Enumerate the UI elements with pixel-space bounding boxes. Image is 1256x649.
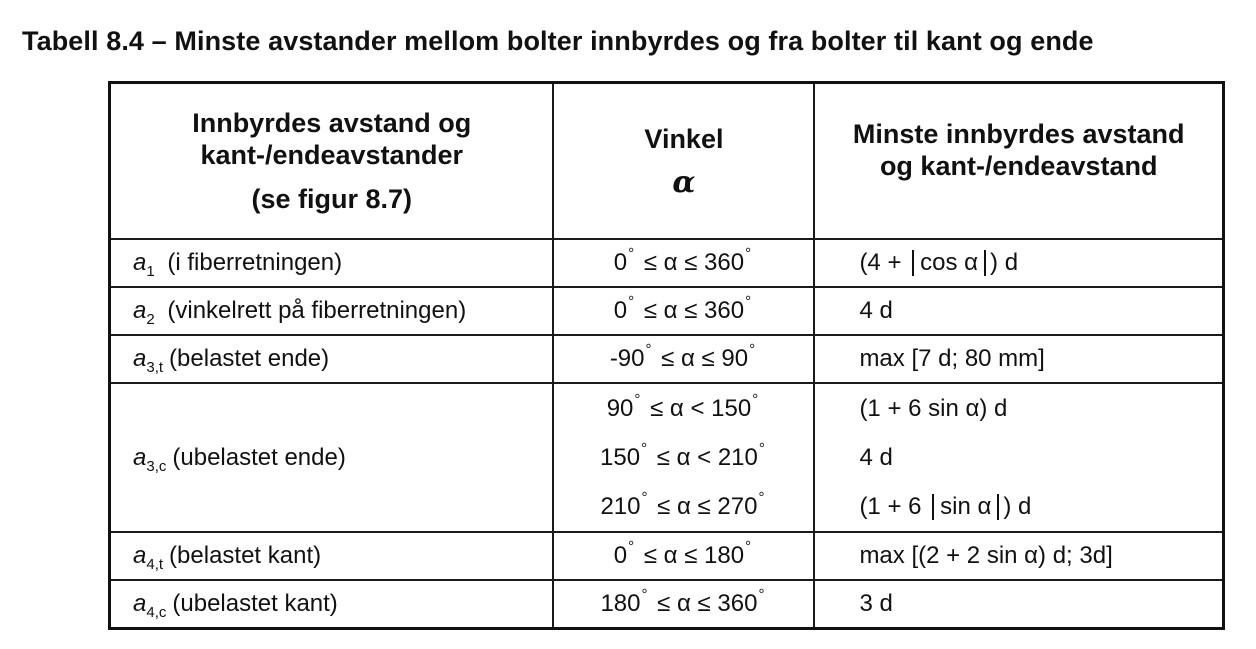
angle-range	[613, 293, 754, 324]
angle-upper: 360	[717, 590, 758, 617]
angle-relation: ≤ α <	[650, 444, 718, 471]
min-distance-cell	[814, 580, 1223, 629]
degree-mark: °	[758, 586, 765, 603]
distance-type-cell	[110, 580, 554, 629]
degree-mark: °	[645, 341, 652, 358]
distance-subscript: 3,t	[146, 359, 164, 376]
degree-mark: °	[749, 341, 756, 358]
angle-relation: ≤ α ≤	[637, 249, 705, 276]
angle-range	[613, 245, 754, 276]
distance-subscript: 4,t	[146, 556, 164, 573]
distance-text: 4 d	[859, 444, 893, 471]
header-col3-line2: og kant-/endeavstand	[879, 151, 1158, 181]
min-distance-cell	[814, 335, 1223, 383]
angle-range	[554, 482, 813, 531]
distance-description: (vinkelrett på fiberretningen)	[160, 297, 467, 324]
min-distance-cell	[814, 287, 1223, 335]
distance-type-cell	[110, 239, 554, 287]
distance-text: (1 + 6	[859, 493, 929, 520]
min-distance-value	[859, 297, 892, 324]
distance-description: (ubelastet kant)	[172, 590, 338, 617]
header-col2-line1: Vinkel	[644, 124, 724, 154]
angle-relation: ≤ α ≤	[650, 590, 718, 617]
angle-cell	[553, 383, 814, 532]
angle-relation: ≤ α ≤	[637, 297, 705, 324]
angle-lower: 180	[600, 590, 641, 617]
distance-text: (1 + 6 sin α) d	[859, 395, 1008, 422]
min-distance-value	[859, 590, 892, 617]
distance-subscript: 3,c	[146, 457, 167, 475]
degree-mark: °	[745, 293, 752, 310]
min-distance-cell	[814, 532, 1223, 580]
distance-text: ) d	[990, 249, 1019, 276]
table-row	[110, 383, 1224, 532]
degree-mark: °	[758, 489, 765, 506]
angle-lower: 210	[600, 493, 641, 520]
degree-mark: °	[745, 245, 752, 262]
distance-text: 3 d	[859, 590, 893, 617]
min-distance-cell	[814, 383, 1223, 532]
distance-text: 4 d	[859, 297, 893, 324]
angle-relation: ≤ α ≤	[650, 493, 718, 520]
distance-description: (ubelastet ende)	[172, 443, 346, 471]
distance-text: (4 +	[859, 249, 909, 276]
distance-symbol: a	[133, 590, 147, 617]
table-caption: Tabell 8.4 – Minste avstander mellom bolter innbyrdes og fra bolter til kant og ende	[22, 26, 1094, 56]
header-distance-type	[110, 83, 554, 240]
angle-lower: 0	[613, 249, 628, 276]
distance-description: (belastet kant)	[169, 542, 322, 569]
angle-upper: 360	[704, 249, 745, 276]
degree-mark: °	[641, 440, 648, 457]
header-min-distance	[814, 83, 1223, 240]
table-row	[110, 335, 1224, 383]
angle-lower: 0	[613, 542, 628, 569]
degree-mark: °	[641, 489, 648, 506]
min-distance-value	[859, 482, 1222, 531]
angle-cell	[553, 287, 814, 335]
distance-type-cell	[110, 532, 554, 580]
distance-text: ) d	[1003, 493, 1032, 520]
angle-range	[609, 341, 758, 372]
angle-upper: 360	[704, 297, 745, 324]
table-row	[110, 532, 1224, 580]
angle-relation: ≤ α <	[643, 395, 712, 422]
distance-symbol: a	[133, 297, 147, 324]
angle-cell	[553, 335, 814, 383]
distance-subscript: 4,c	[146, 604, 167, 621]
angle-relation: ≤ α ≤	[654, 345, 722, 372]
angle-upper: 270	[717, 493, 758, 520]
angle-range	[600, 586, 767, 617]
header-col1-line2: kant-/endeavstander	[200, 140, 464, 170]
angle-upper: 150	[711, 395, 752, 422]
angle-upper: 180	[704, 542, 745, 569]
table-row	[110, 287, 1224, 335]
angle-upper: 90	[721, 345, 749, 372]
distance-subscript: 2	[146, 311, 155, 328]
absolute-value: sin α	[932, 494, 999, 520]
distance-type-cell	[110, 287, 554, 335]
angle-cell	[553, 580, 814, 629]
distance-symbol: a	[133, 542, 147, 569]
min-distance-cell	[814, 239, 1223, 287]
distance-subscript: 1	[146, 263, 155, 280]
degree-mark: °	[628, 293, 635, 310]
degree-mark: °	[752, 391, 759, 408]
header-alpha-symbol: α	[672, 165, 696, 200]
degree-mark: °	[641, 586, 648, 603]
min-distance-value	[859, 542, 1112, 569]
distance-type-cell	[110, 383, 554, 532]
angle-range	[613, 538, 754, 569]
angle-cell	[553, 532, 814, 580]
min-distance-value	[859, 384, 1222, 433]
angle-range	[554, 384, 813, 433]
absolute-value: cos α	[912, 250, 986, 276]
degree-mark: °	[628, 245, 635, 262]
min-distance-value	[859, 249, 1018, 276]
degree-mark: °	[628, 538, 635, 555]
header-col1-line3: (se figur 8.7)	[251, 184, 412, 214]
header-angle	[553, 83, 814, 240]
header-col3-line1: Minste innbyrdes avstand	[852, 119, 1185, 149]
angle-lower: 0	[613, 297, 628, 324]
min-distance-value	[859, 345, 1044, 372]
degree-mark: °	[745, 538, 752, 555]
degree-mark: °	[758, 440, 765, 457]
table-header-row	[110, 83, 1224, 240]
table-row	[110, 580, 1224, 629]
header-col1-line1: Innbyrdes avstand og	[192, 108, 472, 138]
distance-symbol: a	[133, 443, 147, 471]
angle-cell	[553, 239, 814, 287]
distance-table	[108, 81, 1225, 630]
angle-lower: -90	[609, 345, 645, 372]
distance-type-cell	[110, 335, 554, 383]
angle-upper: 210	[717, 444, 758, 471]
angle-lower: 150	[600, 444, 641, 471]
distance-description: (belastet ende)	[169, 345, 330, 372]
distance-symbol: a	[133, 345, 147, 372]
angle-range	[554, 433, 813, 482]
table-row	[110, 239, 1224, 287]
angle-lower: 90	[606, 395, 634, 422]
distance-description: (i fiberretningen)	[160, 249, 343, 276]
distance-text: max [7 d; 80 mm]	[859, 345, 1045, 372]
angle-relation: ≤ α ≤	[637, 542, 705, 569]
degree-mark: °	[634, 391, 641, 408]
distance-symbol: a	[133, 249, 147, 276]
distance-text: max [(2 + 2 sin α) d; 3d]	[859, 542, 1113, 569]
min-distance-value	[859, 433, 1222, 482]
